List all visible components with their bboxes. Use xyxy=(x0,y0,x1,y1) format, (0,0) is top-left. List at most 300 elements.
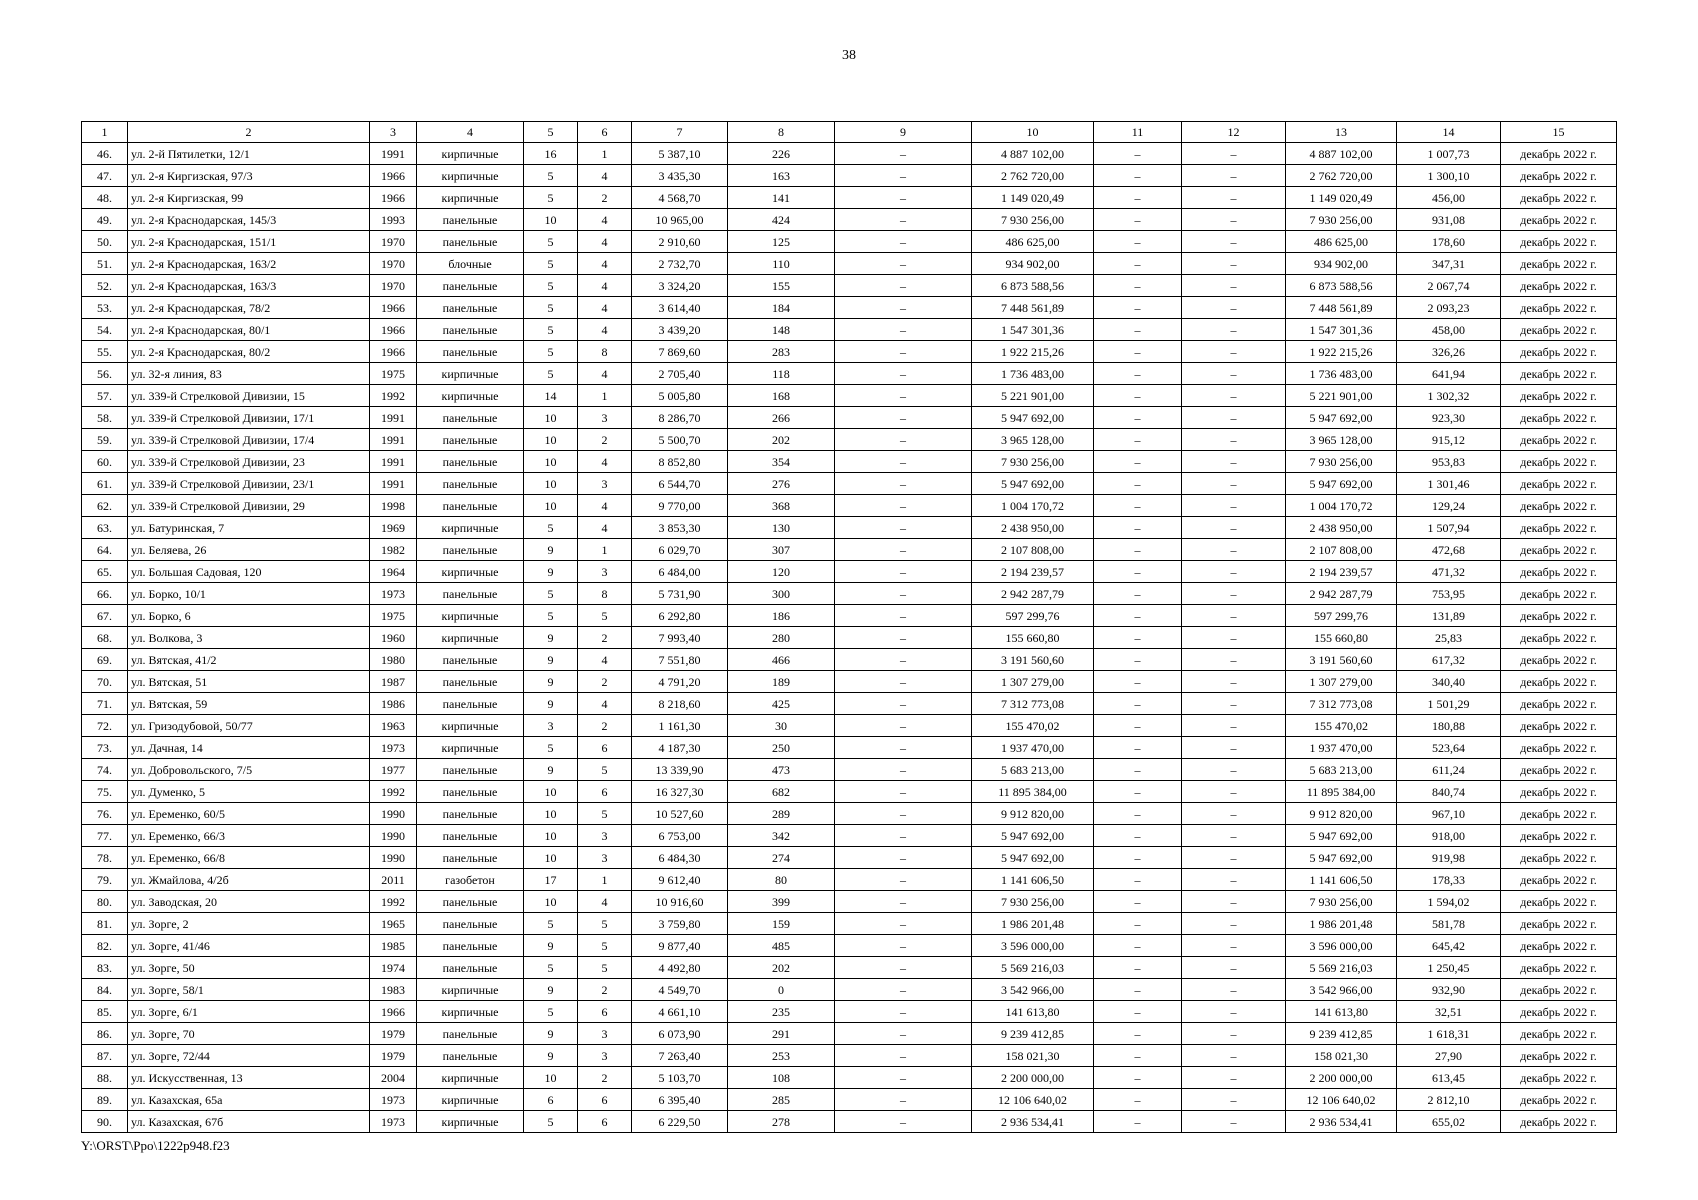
table-cell: – xyxy=(1182,891,1286,913)
table-cell: 7 993,40 xyxy=(632,627,728,649)
table-cell: – xyxy=(1094,979,1182,1001)
table-cell: 486 625,00 xyxy=(972,231,1094,253)
table-cell: декабрь 2022 г. xyxy=(1501,275,1617,297)
table-row xyxy=(82,781,1617,803)
table-cell: – xyxy=(1094,385,1182,407)
table-cell: 4 xyxy=(578,165,632,187)
table-row xyxy=(82,693,1617,715)
table-row xyxy=(82,297,1617,319)
table-cell: 1 302,32 xyxy=(1397,385,1501,407)
table-row xyxy=(82,605,1617,627)
address-cell: ул. Вятская, 59 xyxy=(128,693,370,715)
table-cell: 5 569 216,03 xyxy=(972,957,1094,979)
table-cell: 5 xyxy=(578,957,632,979)
table-row xyxy=(82,913,1617,935)
table-cell: 9 239 412,85 xyxy=(972,1023,1094,1045)
table-cell: декабрь 2022 г. xyxy=(1501,517,1617,539)
table-cell: – xyxy=(1182,935,1286,957)
table-cell: 1969 xyxy=(370,517,417,539)
table-cell: – xyxy=(1182,781,1286,803)
table-cell: – xyxy=(1094,143,1182,165)
table-cell: 5 xyxy=(524,1001,578,1023)
table-cell: 932,90 xyxy=(1397,979,1501,1001)
table-cell: 64. xyxy=(82,539,128,561)
table-cell: 118 xyxy=(728,363,835,385)
table-cell: 2 xyxy=(578,429,632,451)
table-cell: 5 500,70 xyxy=(632,429,728,451)
table-cell: 1982 xyxy=(370,539,417,561)
table-cell: 56. xyxy=(82,363,128,385)
table-cell: 2 xyxy=(578,1067,632,1089)
table-cell: – xyxy=(1182,979,1286,1001)
table-cell: 347,31 xyxy=(1397,253,1501,275)
table-cell: 5 947 692,00 xyxy=(972,847,1094,869)
table-cell: декабрь 2022 г. xyxy=(1501,913,1617,935)
table-cell: 5 xyxy=(578,913,632,935)
address-cell: ул. Вятская, 41/2 xyxy=(128,649,370,671)
table-cell: 2 936 534,41 xyxy=(1286,1111,1397,1133)
table-cell: – xyxy=(1094,825,1182,847)
table-cell: декабрь 2022 г. xyxy=(1501,869,1617,891)
table-cell: – xyxy=(1094,869,1182,891)
table-cell: 6 xyxy=(524,1089,578,1111)
table-cell: 5 xyxy=(524,297,578,319)
table-cell: декабрь 2022 г. xyxy=(1501,1067,1617,1089)
table-cell: кирпичные xyxy=(417,385,524,407)
table-cell: 155 470,02 xyxy=(1286,715,1397,737)
table-cell: 46. xyxy=(82,143,128,165)
table-cell: 10 916,60 xyxy=(632,891,728,913)
table-cell: 53. xyxy=(82,297,128,319)
table-cell: 148 xyxy=(728,319,835,341)
table-cell: – xyxy=(835,869,972,891)
column-header: 7 xyxy=(632,122,728,143)
table-cell: 16 xyxy=(524,143,578,165)
table-cell: 682 xyxy=(728,781,835,803)
table-cell: 3 xyxy=(578,407,632,429)
table-cell: 1991 xyxy=(370,473,417,495)
table-cell: 5 387,10 xyxy=(632,143,728,165)
table-cell: 10 xyxy=(524,825,578,847)
table-cell: 71. xyxy=(82,693,128,715)
table-cell: 4 492,80 xyxy=(632,957,728,979)
table-cell: 11 895 384,00 xyxy=(972,781,1094,803)
table-cell: – xyxy=(1094,319,1182,341)
table-cell: 155 xyxy=(728,275,835,297)
table-cell: 1 xyxy=(578,385,632,407)
column-header: 1 xyxy=(82,122,128,143)
table-cell: панельные xyxy=(417,539,524,561)
table-cell: 2 762 720,00 xyxy=(972,165,1094,187)
table-row xyxy=(82,737,1617,759)
table-cell: – xyxy=(1094,407,1182,429)
table-cell: 3 965 128,00 xyxy=(972,429,1094,451)
table-cell: 57. xyxy=(82,385,128,407)
table-cell: – xyxy=(835,825,972,847)
table-row xyxy=(82,847,1617,869)
table-cell: 5 221 901,00 xyxy=(972,385,1094,407)
table-cell: 6 xyxy=(578,1111,632,1133)
table-cell: – xyxy=(1094,1111,1182,1133)
table-cell: 5 947 692,00 xyxy=(1286,473,1397,495)
table-cell: 1970 xyxy=(370,275,417,297)
table-cell: 6 873 588,56 xyxy=(1286,275,1397,297)
table-cell: 10 xyxy=(524,473,578,495)
table-cell: 12 106 640,02 xyxy=(1286,1089,1397,1111)
table-cell: 2 200 000,00 xyxy=(972,1067,1094,1089)
table-cell: – xyxy=(1182,913,1286,935)
table-cell: – xyxy=(1094,1023,1182,1045)
table-cell: 7 930 256,00 xyxy=(972,451,1094,473)
table-cell: 6 229,50 xyxy=(632,1111,728,1133)
table-cell: 5 683 213,00 xyxy=(972,759,1094,781)
table-cell: 918,00 xyxy=(1397,825,1501,847)
table-cell: 6 484,30 xyxy=(632,847,728,869)
table-cell: – xyxy=(1182,363,1286,385)
table-cell: 3 xyxy=(578,1045,632,1067)
table-cell: 16 327,30 xyxy=(632,781,728,803)
table-cell: 5 947 692,00 xyxy=(1286,825,1397,847)
table-cell: 159 xyxy=(728,913,835,935)
address-cell: ул. Зорге, 6/1 xyxy=(128,1001,370,1023)
address-cell: ул. Еременко, 66/8 xyxy=(128,847,370,869)
table-cell: панельные xyxy=(417,803,524,825)
table-cell: 9 612,40 xyxy=(632,869,728,891)
table-cell: декабрь 2022 г. xyxy=(1501,781,1617,803)
table-cell: 10 xyxy=(524,495,578,517)
table-cell: 80. xyxy=(82,891,128,913)
table-cell: – xyxy=(1182,1023,1286,1045)
table-cell: 2 705,40 xyxy=(632,363,728,385)
table-row xyxy=(82,539,1617,561)
table-cell: – xyxy=(1182,187,1286,209)
table-cell: 1966 xyxy=(370,297,417,319)
table-cell: 2 107 808,00 xyxy=(972,539,1094,561)
table-cell: – xyxy=(835,957,972,979)
table-cell: 276 xyxy=(728,473,835,495)
table-cell: – xyxy=(1094,1067,1182,1089)
table-cell: 1 922 215,26 xyxy=(972,341,1094,363)
table-row xyxy=(82,1023,1617,1045)
table-cell: 25,83 xyxy=(1397,627,1501,649)
table-cell: газобетон xyxy=(417,869,524,891)
table-cell: 473 xyxy=(728,759,835,781)
table-cell: 342 xyxy=(728,825,835,847)
table-cell: 58. xyxy=(82,407,128,429)
table-cell: декабрь 2022 г. xyxy=(1501,429,1617,451)
table-cell: панельные xyxy=(417,319,524,341)
table-cell: декабрь 2022 г. xyxy=(1501,385,1617,407)
table-cell: 1 161,30 xyxy=(632,715,728,737)
table-cell: 3 191 560,60 xyxy=(1286,649,1397,671)
table-row xyxy=(82,803,1617,825)
table-cell: 60. xyxy=(82,451,128,473)
table-cell: 3 596 000,00 xyxy=(1286,935,1397,957)
table-cell: 1 xyxy=(578,869,632,891)
table-cell: декабрь 2022 г. xyxy=(1501,715,1617,737)
table-cell: 9 770,00 xyxy=(632,495,728,517)
table-cell: 13 339,90 xyxy=(632,759,728,781)
table-cell: 4 xyxy=(578,363,632,385)
table-cell: декабрь 2022 г. xyxy=(1501,539,1617,561)
address-cell: ул. Зорге, 41/46 xyxy=(128,935,370,957)
table-cell: панельные xyxy=(417,1023,524,1045)
table-cell: 1979 xyxy=(370,1023,417,1045)
table-cell: 8 xyxy=(578,583,632,605)
table-cell: 158 021,30 xyxy=(1286,1045,1397,1067)
table-cell: панельные xyxy=(417,847,524,869)
table-cell: 78. xyxy=(82,847,128,869)
column-header: 8 xyxy=(728,122,835,143)
table-cell: 1 986 201,48 xyxy=(1286,913,1397,935)
table-cell: 1991 xyxy=(370,143,417,165)
table-cell: – xyxy=(1094,341,1182,363)
table-cell: декабрь 2022 г. xyxy=(1501,1023,1617,1045)
table-cell: 27,90 xyxy=(1397,1045,1501,1067)
table-cell: кирпичные xyxy=(417,363,524,385)
table-cell: – xyxy=(835,319,972,341)
address-cell: ул. 2-й Пятилетки, 12/1 xyxy=(128,143,370,165)
table-cell: декабрь 2022 г. xyxy=(1501,891,1617,913)
table-cell: 1990 xyxy=(370,825,417,847)
address-cell: ул. 339-й Стрелковой Дивизии, 29 xyxy=(128,495,370,517)
table-cell: – xyxy=(835,583,972,605)
table-cell: 10 xyxy=(524,891,578,913)
table-cell: кирпичные xyxy=(417,627,524,649)
table-row xyxy=(82,341,1617,363)
table-cell: – xyxy=(835,979,972,1001)
table-cell: – xyxy=(1182,1067,1286,1089)
table-cell: 1992 xyxy=(370,385,417,407)
address-cell: ул. 339-й Стрелковой Дивизии, 17/1 xyxy=(128,407,370,429)
table-cell: панельные xyxy=(417,429,524,451)
table-cell: – xyxy=(835,495,972,517)
table-cell: 110 xyxy=(728,253,835,275)
table-cell: 4 xyxy=(578,209,632,231)
address-cell: ул. Зорге, 50 xyxy=(128,957,370,979)
table-cell: – xyxy=(1182,495,1286,517)
table-cell: декабрь 2022 г. xyxy=(1501,847,1617,869)
table-cell: 399 xyxy=(728,891,835,913)
table-cell: 9 877,40 xyxy=(632,935,728,957)
table-cell: 1993 xyxy=(370,209,417,231)
table-cell: – xyxy=(835,649,972,671)
table-cell: 280 xyxy=(728,627,835,649)
table-cell: 10 xyxy=(524,847,578,869)
table-cell: 923,30 xyxy=(1397,407,1501,429)
table-cell: 597 299,76 xyxy=(1286,605,1397,627)
table-cell: – xyxy=(1182,407,1286,429)
table-cell: 472,68 xyxy=(1397,539,1501,561)
table-cell: 125 xyxy=(728,231,835,253)
table-cell: 10 xyxy=(524,803,578,825)
column-header: 15 xyxy=(1501,122,1617,143)
table-cell: декабрь 2022 г. xyxy=(1501,165,1617,187)
table-row xyxy=(82,1089,1617,1111)
table-cell: 3 xyxy=(524,715,578,737)
table-cell: 4 xyxy=(578,891,632,913)
table-cell: 5 xyxy=(524,957,578,979)
table-cell: декабрь 2022 г. xyxy=(1501,605,1617,627)
table-cell: – xyxy=(1182,539,1286,561)
table-cell: кирпичные xyxy=(417,143,524,165)
table-cell: 5 683 213,00 xyxy=(1286,759,1397,781)
table-cell: 6 292,80 xyxy=(632,605,728,627)
address-cell: ул. Большая Садовая, 120 xyxy=(128,561,370,583)
table-cell: 5 xyxy=(524,1111,578,1133)
table-cell: – xyxy=(1094,583,1182,605)
table-cell: 471,32 xyxy=(1397,561,1501,583)
table-row xyxy=(82,385,1617,407)
table-cell: 9 xyxy=(524,671,578,693)
table-cell: декабрь 2022 г. xyxy=(1501,627,1617,649)
table-cell: 88. xyxy=(82,1067,128,1089)
address-cell: ул. Добровольского, 7/5 xyxy=(128,759,370,781)
table-cell: декабрь 2022 г. xyxy=(1501,363,1617,385)
table-cell: 3 853,30 xyxy=(632,517,728,539)
table-cell: 2004 xyxy=(370,1067,417,1089)
table-cell: 5 xyxy=(524,341,578,363)
table-cell: 2011 xyxy=(370,869,417,891)
table-cell: 291 xyxy=(728,1023,835,1045)
table-cell: кирпичные xyxy=(417,187,524,209)
table-cell: 466 xyxy=(728,649,835,671)
table-cell: 1970 xyxy=(370,231,417,253)
table-cell: декабрь 2022 г. xyxy=(1501,319,1617,341)
table-cell: – xyxy=(1182,429,1286,451)
table-cell: 163 xyxy=(728,165,835,187)
table-cell: 7 263,40 xyxy=(632,1045,728,1067)
table-cell: 1985 xyxy=(370,935,417,957)
table-cell: декабрь 2022 г. xyxy=(1501,759,1617,781)
table-cell: декабрь 2022 г. xyxy=(1501,473,1617,495)
table-cell: – xyxy=(1094,275,1182,297)
table-cell: декабрь 2022 г. xyxy=(1501,671,1617,693)
table-cell: – xyxy=(835,363,972,385)
table-cell: 62. xyxy=(82,495,128,517)
table-cell: 83. xyxy=(82,957,128,979)
table-cell: 4 887 102,00 xyxy=(972,143,1094,165)
table-cell: – xyxy=(1094,363,1182,385)
table-cell: 80 xyxy=(728,869,835,891)
table-cell: кирпичные xyxy=(417,1001,524,1023)
table-cell: 74. xyxy=(82,759,128,781)
table-cell: панельные xyxy=(417,407,524,429)
table-cell: 1983 xyxy=(370,979,417,1001)
table-cell: 425 xyxy=(728,693,835,715)
table-cell: 1964 xyxy=(370,561,417,583)
table-row xyxy=(82,165,1617,187)
address-cell: ул. 339-й Стрелковой Дивизии, 17/4 xyxy=(128,429,370,451)
table-cell: декабрь 2022 г. xyxy=(1501,737,1617,759)
table-cell: – xyxy=(1182,209,1286,231)
table-cell: 85. xyxy=(82,1001,128,1023)
table-cell: – xyxy=(1094,1089,1182,1111)
table-cell: 1973 xyxy=(370,737,417,759)
table-cell: 2 942 287,79 xyxy=(1286,583,1397,605)
table-cell: 4 568,70 xyxy=(632,187,728,209)
table-cell: 7 448 561,89 xyxy=(972,297,1094,319)
table-cell: 47. xyxy=(82,165,128,187)
table-cell: панельные xyxy=(417,957,524,979)
table-cell: 6 395,40 xyxy=(632,1089,728,1111)
table-cell: 5 xyxy=(524,165,578,187)
table-cell: 0 xyxy=(728,979,835,1001)
table-cell: 1 xyxy=(578,143,632,165)
table-cell: 645,42 xyxy=(1397,935,1501,957)
table-cell: панельные xyxy=(417,297,524,319)
table-cell: – xyxy=(835,517,972,539)
table-cell: декабрь 2022 г. xyxy=(1501,297,1617,319)
table-cell: 65. xyxy=(82,561,128,583)
table-cell: – xyxy=(1182,759,1286,781)
address-cell: ул. Беляева, 26 xyxy=(128,539,370,561)
table-cell: 7 930 256,00 xyxy=(1286,209,1397,231)
table-cell: – xyxy=(1094,847,1182,869)
table-cell: 2 942 287,79 xyxy=(972,583,1094,605)
table-row xyxy=(82,209,1617,231)
table-cell: 289 xyxy=(728,803,835,825)
table-cell: панельные xyxy=(417,275,524,297)
table-cell: декабрь 2022 г. xyxy=(1501,649,1617,671)
table-cell: панельные xyxy=(417,495,524,517)
table-cell: – xyxy=(835,341,972,363)
table-cell: – xyxy=(835,803,972,825)
table-cell: 6 753,00 xyxy=(632,825,728,847)
table-cell: 2 194 239,57 xyxy=(972,561,1094,583)
table-cell: декабрь 2022 г. xyxy=(1501,495,1617,517)
table-cell: 4 xyxy=(578,297,632,319)
address-cell: ул. Гризодубовой, 50/77 xyxy=(128,715,370,737)
column-header: 11 xyxy=(1094,122,1182,143)
table-cell: 1 937 470,00 xyxy=(972,737,1094,759)
table-cell: 89. xyxy=(82,1089,128,1111)
table-cell: – xyxy=(1182,649,1286,671)
table-cell: 1966 xyxy=(370,341,417,363)
table-cell: 4 xyxy=(578,231,632,253)
table-cell: – xyxy=(835,671,972,693)
table-cell: – xyxy=(1182,165,1286,187)
table-cell: 5 xyxy=(524,231,578,253)
table-cell: декабрь 2022 г. xyxy=(1501,1089,1617,1111)
column-header: 13 xyxy=(1286,122,1397,143)
table-cell: – xyxy=(835,1111,972,1133)
column-header: 2 xyxy=(128,122,370,143)
table-cell: 86. xyxy=(82,1023,128,1045)
table-cell: 5 xyxy=(578,803,632,825)
table-cell: 1 547 301,36 xyxy=(1286,319,1397,341)
table-cell: 8 218,60 xyxy=(632,693,728,715)
table-cell: декабрь 2022 г. xyxy=(1501,1111,1617,1133)
table-cell: 753,95 xyxy=(1397,583,1501,605)
table-cell: – xyxy=(835,407,972,429)
table-cell: декабрь 2022 г. xyxy=(1501,561,1617,583)
table-cell: 1 736 483,00 xyxy=(972,363,1094,385)
address-cell: ул. Еременко, 66/3 xyxy=(128,825,370,847)
table-cell: декабрь 2022 г. xyxy=(1501,935,1617,957)
table-cell: кирпичные xyxy=(417,715,524,737)
table-cell: панельные xyxy=(417,759,524,781)
table-cell: 77. xyxy=(82,825,128,847)
table-cell: 617,32 xyxy=(1397,649,1501,671)
table-row xyxy=(82,1067,1617,1089)
table-cell: 354 xyxy=(728,451,835,473)
table-cell: 5 xyxy=(524,913,578,935)
table-cell: 48. xyxy=(82,187,128,209)
table-cell: 168 xyxy=(728,385,835,407)
table-cell: 141 613,80 xyxy=(1286,1001,1397,1023)
table-cell: 486 625,00 xyxy=(1286,231,1397,253)
